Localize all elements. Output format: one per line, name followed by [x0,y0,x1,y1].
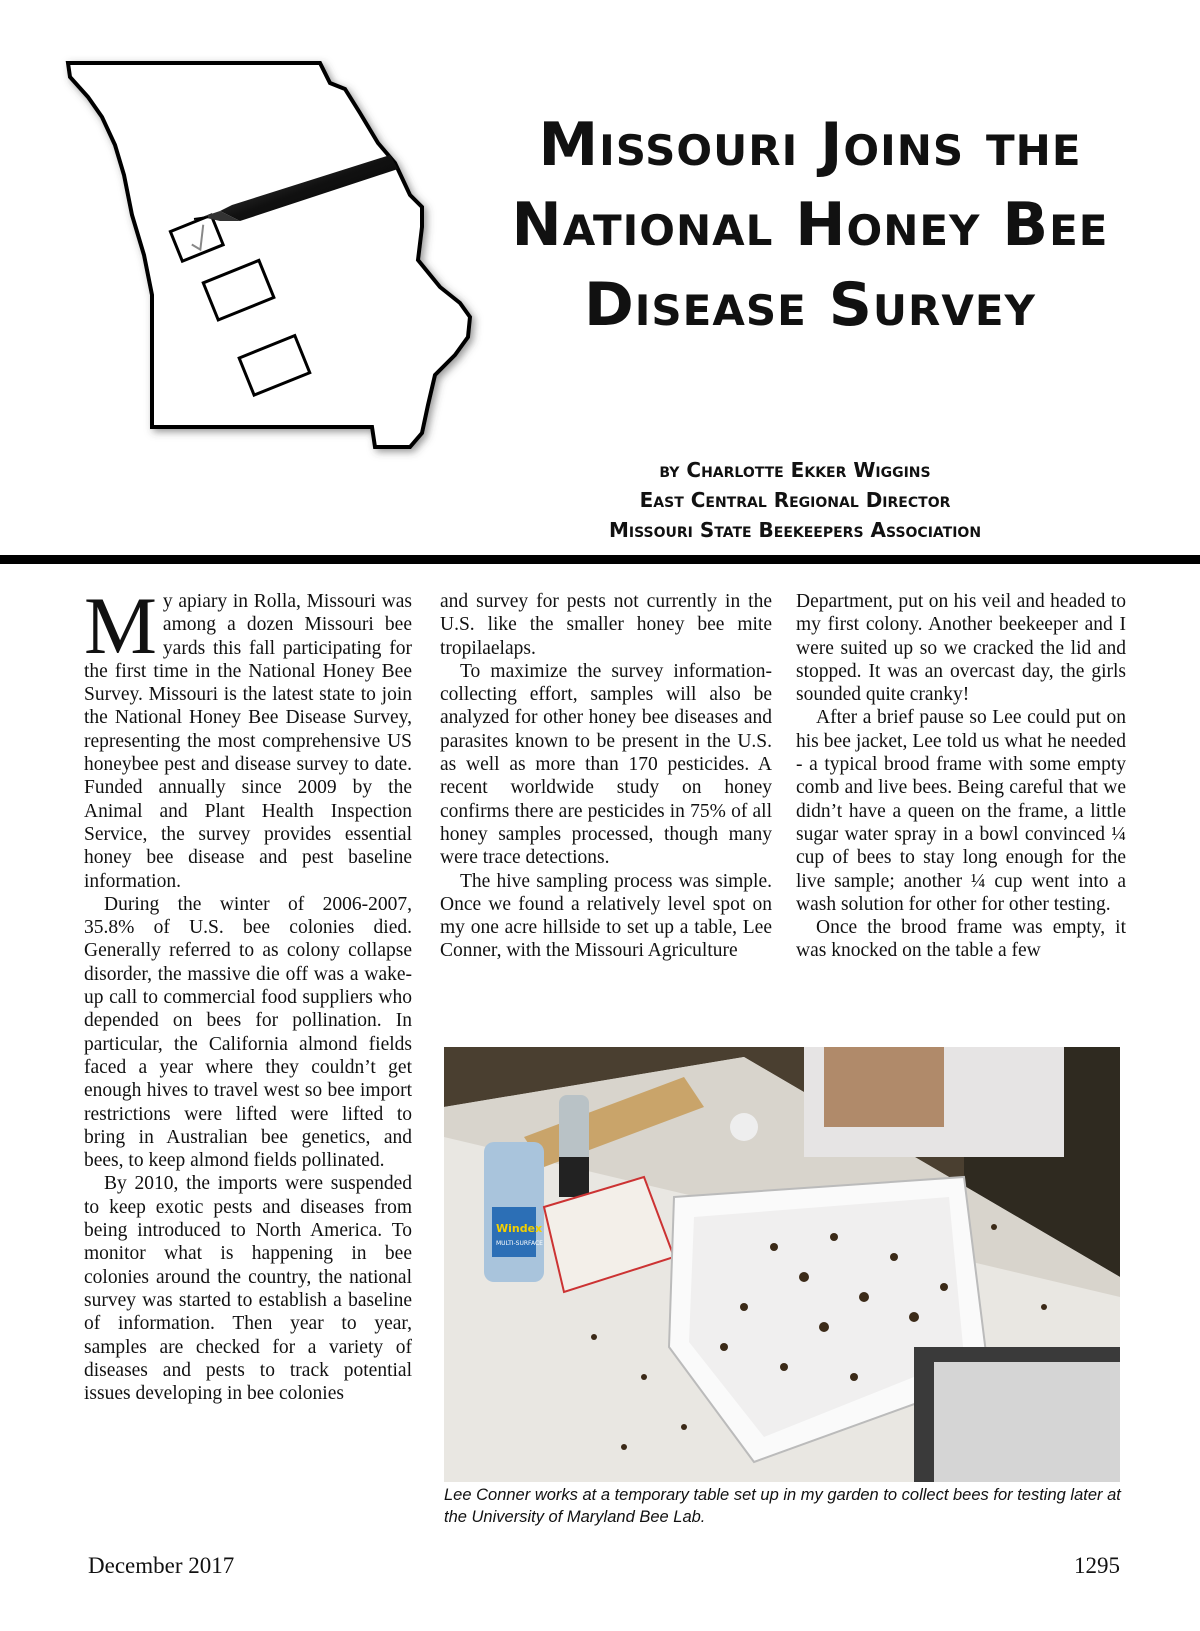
byline [560,455,1030,545]
title-line-2: National Honey Bee [511,190,1109,260]
page-number: 1295 [1074,1553,1120,1578]
issue-date: December 2017 [88,1553,235,1578]
article-header [0,0,1200,555]
article-photo [444,1047,1120,1482]
paragraph-7: Department, put on his veil and headed to my first colony. Another beekeeper and I were suited up so we cracked the lid and stopped. It was an overcast day, the girls sounded quite cranky! [796,591,1126,706]
paragraph-3: By 2010, the imports were suspended to keep exotic pests and diseases from being introduced to North America. To monitor what is happening in bee colonies around the country, the national survey was started to establish a baseline of information. Then year to year, samples are checked for a variety of diseases and pests to track potential issues developing in bee colonies [84,1173,412,1405]
dropcap: M [84,580,157,671]
header-divider [0,555,1200,564]
column-1 [84,580,412,1405]
bee-sampling-photo [444,1047,1120,1482]
paragraph-6: The hive sampling process was simple. Once we found a relatively level spot on my one acre hillside to set up a table, Lee Conner, with the Missouri Agriculture [440,870,772,962]
byline-role: East Central Regional Director [639,488,951,512]
bottle-brand-label: Windex [496,1222,543,1235]
paragraph-1-text: y apiary in Rolla, Missouri was among a dozen Missouri bee yards this fall participating for the first time in the National Honey Bee Survey. Missouri is the latest state to join the National Honey Bee Disease Survey, representing the most comprehensive US honeybee pest and disease survey to date. Funded annually since 2009 by the Animal and Plant Health Inspection Service, the survey provides essential honey bee disease and pest baseline information. [84,591,412,892]
byline-organization: Missouri State Beekeepers Association [608,518,982,542]
paragraph-8: After a brief pause so Lee could put on his bee jacket, Lee told us what he needed - a typical brood frame with some empty comb and live bees. Being careful that we didn’t have a queen on the frame, a little sugar water spray in a bowl convinced ¼ cup of bees to stay long enough for the live sample; another ¼ cup went into a wash solution for other for other testing. [796,707,1126,915]
paragraph-2: During the winter of 2006-2007, 35.8% of U.S. bee colonies died. Generally referred to as colony collapse disorder, the massive die off was a wake-up call to commercial food suppliers who depended on bees for pollination. In particular, the California almond fields faced a year where they couldn’t get enough hives to travel west so bee import restrictions were lifted were lifted to bring in Australian bee genetics, and bees, to keep almond fields pollinated. [84,893,412,1172]
paragraph-1 [84,580,412,893]
missouri-map-illustration [60,55,505,480]
photo-caption: Lee Conner works at a temporary table set up in my garden to collect bees for testing later at the University of Maryland Bee Lab. [444,1486,1121,1526]
bottle-sub-label: MULTI-SURFACE [496,1240,543,1247]
column-3 [796,590,1126,1030]
title-line-3: Disease Survey [584,270,1036,340]
paragraph-5: To maximize the survey information-collecting effort, samples will also be analyzed for other honey bee diseases and parasites known to be present in the U.S. as well as more than 170 pesticides. A recent worldwide study on honey confirms there are pesticides in 75% of all honey samples processed, though many were trace detections. [440,660,772,869]
column-2 [440,590,772,963]
title-line-1: Missouri Joins the [538,110,1082,180]
byline-author: by Charlotte Ekker Wiggins [659,458,931,482]
article-title [450,105,1170,345]
paragraph-9: Once the brood frame was empty, it was knocked on the table a few [796,917,1126,962]
paragraph-4: and survey for pests not currently in the U.S. like the smaller honey bee mite tropilaelaps. [440,591,772,659]
